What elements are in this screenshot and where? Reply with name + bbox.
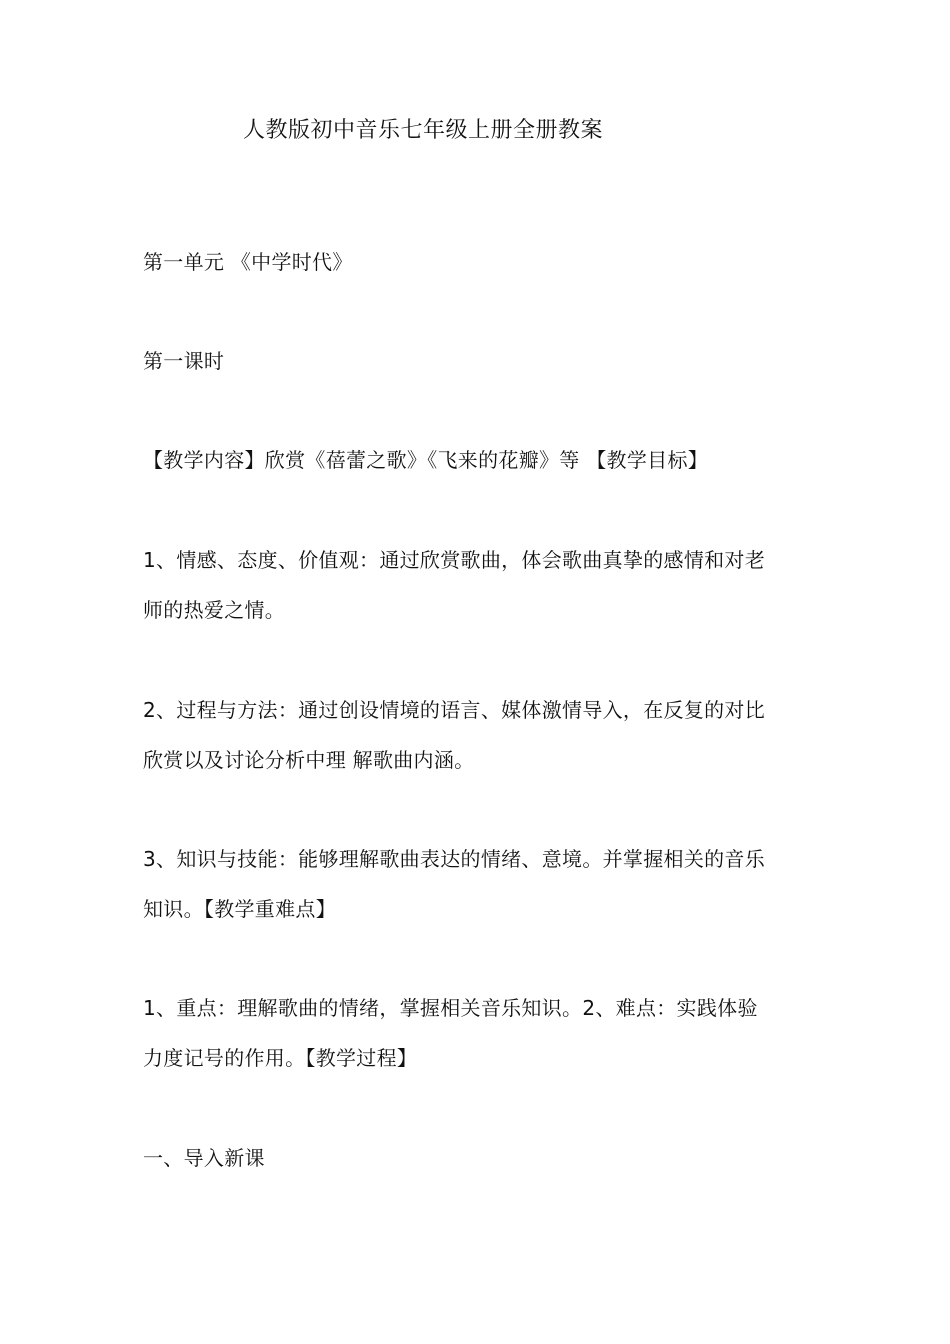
unit-heading: 第一单元 《中学时代》	[143, 250, 353, 274]
lesson-heading: 第一课时	[143, 349, 225, 373]
objective-1-line-1: 1、情感、态度、价值观：通过欣赏歌曲，体会歌曲真挚的感情和对老	[143, 548, 766, 572]
key-points-line-1: 1、重点：理解歌曲的情绪，掌握相关音乐知识。2、难点：实践体验	[143, 996, 758, 1020]
section-one-heading: 一、导入新课	[143, 1146, 265, 1170]
objective-2-line-1: 2、过程与方法：通过创设情境的语言、媒体激情导入，在反复的对比	[143, 698, 766, 722]
document-title: 人教版初中音乐七年级上册全册教案	[243, 118, 604, 143]
objective-3-line-1: 3、知识与技能：能够理解歌曲表达的情绪、意境。并掌握相关的音乐	[143, 847, 766, 871]
key-points-line-2: 力度记号的作用。【教学过程】	[143, 1046, 418, 1070]
objective-2-line-2: 欣赏以及讨论分析中理 解歌曲内涵。	[143, 748, 475, 772]
objective-3-line-2: 知识。【教学重难点】	[143, 897, 336, 921]
teaching-content-line: 【教学内容】欣赏《蓓蕾之歌》《飞来的花瓣》等 【教学目标】	[143, 448, 709, 472]
objective-1-line-2: 师的热爱之情。	[143, 598, 286, 622]
